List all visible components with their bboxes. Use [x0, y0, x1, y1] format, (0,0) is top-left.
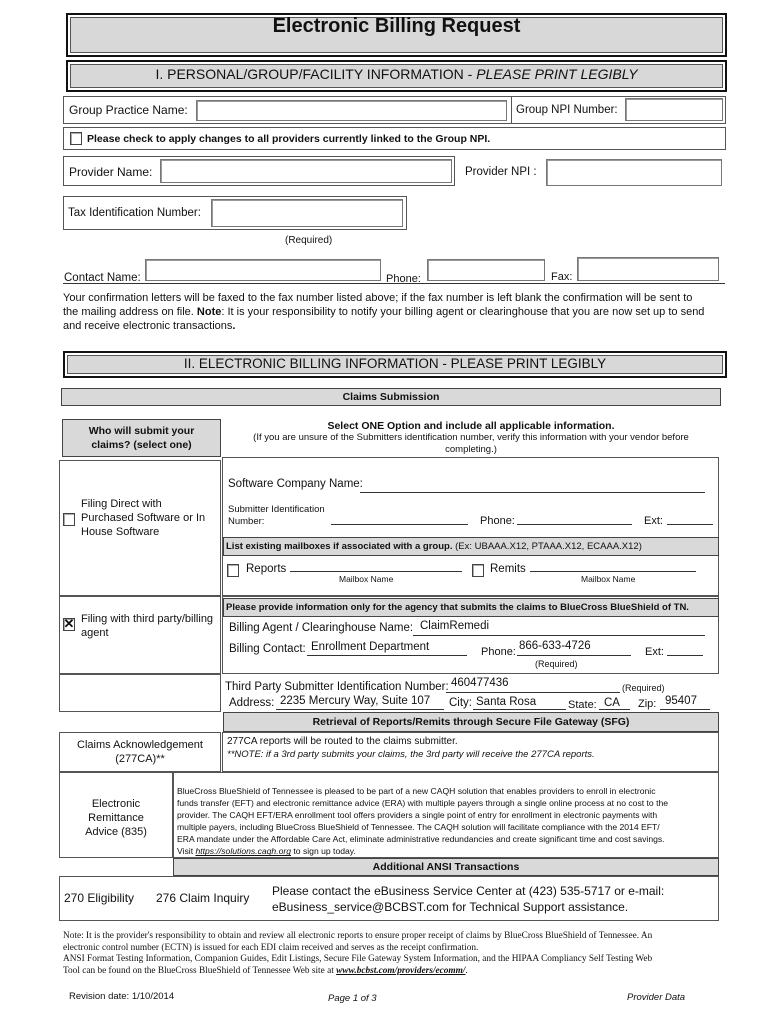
era-paragraph: BlueCross BlueShield of Tennessee is pleased to be part of a new CAQH solution that enables providers to enroll in electronic funds transfer (EFT) and electronic remittance advice (ERA) with multiple payers through a single online process at no cost to the provider. The CAQH EFT/ERA enrollment tool offers providers a single point of entry for enrollment in electronic payments with multiple payers, including BlueCross BlueShield of Tennessee. The CAQH solution will facilitate compliance with the 2014 EFT/ ERA mandate under the Affordable Care Act, eliminate administrative redundancies and create significant time and cost savings. Visit https://solutions.caqh.org to sign up today. [177, 786, 669, 857]
billing-agent-label: Billing Agent / Clearinghouse Name: [229, 622, 414, 634]
billing-phone-value: 866-633-4726 [519, 640, 591, 652]
provider-data-label: Provider Data [627, 992, 686, 1003]
ack-note: **NOTE: if a 3rd party submits your claims, the 3rd party will receive the 277CA reports. [227, 749, 595, 760]
zip-field[interactable] [660, 709, 710, 710]
state-value: CA [604, 697, 620, 709]
reports-mailbox-caption: Mailbox Name [339, 574, 394, 584]
provider-name-label: Provider Name: [69, 165, 153, 179]
section2-title-main: II. ELECTRONIC BILLING INFORMATION - [183, 356, 451, 371]
billing-contact-label: Billing Contact: [229, 643, 306, 655]
page-title: Electronic Billing Request [272, 15, 521, 37]
billing-contact-value: Enrollment Department [311, 641, 430, 653]
contact-fax-label: Fax: [551, 271, 573, 283]
ack-label: Claims Acknowledgement (277CA)** [77, 739, 203, 765]
tax-id-input[interactable] [211, 199, 403, 227]
tp-submitter-required: (Required) [622, 683, 665, 693]
state-field[interactable] [599, 709, 630, 710]
remits-checkbox[interactable] [472, 564, 484, 577]
caqh-link[interactable]: https://solutions.caqh.org [195, 846, 292, 857]
claims-submission-label: Claims Submission [342, 391, 440, 403]
fax-notice [63, 291, 733, 333]
section2-title [63, 356, 727, 371]
inquiry-276: 276 Claim Inquiry [156, 891, 250, 905]
option2-checkbox-mark: ✕ [63, 616, 75, 631]
provider-name-input[interactable] [160, 159, 452, 183]
submitter-id-field[interactable] [331, 524, 468, 525]
ecomm-link[interactable]: www.bcbst.com/providers/ecomm/ [336, 966, 466, 977]
billing-phone-required: (Required) [535, 659, 578, 669]
fax-notice-line2: the mailing address on file. Note: It is your responsibility to notify your billing agent or clearinghouse that you are now set up to send [63, 306, 705, 318]
mailbox-bar-text: List existing mailboxes if associated with a group. (Ex: UBAAA.X12, PTAAA.X12, ECAAA.X12) [226, 541, 642, 552]
tax-id-required: (Required) [285, 235, 333, 246]
reports-mailbox-field[interactable] [290, 571, 462, 572]
group-npi-label: Group NPI Number: [516, 104, 618, 116]
city-value: Santa Rosa [476, 696, 537, 708]
page-number: Page 1 of 3 [328, 993, 377, 1004]
group-npi-input[interactable] [625, 98, 723, 121]
contact-name-label: Contact Name: [64, 272, 141, 284]
address-label: Address: [229, 697, 275, 709]
tp-submitter-field[interactable] [446, 692, 620, 693]
software-company-field[interactable] [360, 492, 705, 493]
revision-date: Revision date: 1/10/2014 [69, 991, 175, 1002]
ack-text: 277CA reports will be routed to the claims submitter. [227, 736, 458, 747]
agency-bar-text: Please provide information only for the agency that submits the claims to BlueCross BlueShield of TN. [226, 602, 689, 613]
select-one-instructions: Select ONE Option and include all applicable information. (If you are unsure of the Submitters identification number, verify this information with your vendor before completing.) [253, 420, 689, 455]
billing-phone-field[interactable] [517, 655, 631, 656]
city-field[interactable] [473, 709, 566, 710]
remits-mailbox-caption: Mailbox Name [581, 574, 636, 584]
row-divider [511, 96, 512, 124]
fax-notice-line3: and receive electronic transactions. [63, 320, 236, 332]
contact-phone-label: Phone: [386, 273, 421, 285]
option1-checkbox[interactable] [63, 513, 75, 526]
footer-note: Note: It is the provider's responsibility to obtain and review all electronic reports to ensure proper receipt of claims by BlueCross BlueShield of Tennessee. An electronic control number (ECTN) is issued for each EDI claim received and serves as the receipt confirmation. ANSI Format Testing Information, Companion Guides, Edit Listings, Secure File Gateway System Information, and the HIPAA Compliancy Self Testing Web Tool can be found on the BlueCross BlueShield of Tennessee Web site at www.bcbst.com/providers/ecomm/. [63, 931, 653, 977]
zip-label: Zip: [638, 698, 657, 710]
fax-notice-line1: Your confirmation letters will be faxed to the fax number listed above; if the fax number is left blank the confirmation will be sent to [63, 292, 693, 304]
address-value: 2235 Mercury Way, Suite 107 [280, 695, 431, 707]
third-party-left-cell [59, 674, 221, 712]
era-label: Electronic Remittance Advice (835) [85, 798, 147, 838]
option1-label: Filing Direct with Purchased Software or In House Software [81, 498, 206, 538]
sfg-bar-text: Retrieval of Reports/Remits through Secure File Gateway (SFG) [312, 716, 630, 728]
state-label: State: [568, 699, 597, 711]
section1-title-main: I. PERSONAL/GROUP/FACILITY INFORMATION - [155, 66, 477, 82]
billing-agent-field[interactable] [413, 635, 705, 636]
group-practice-input[interactable] [196, 100, 507, 121]
billing-agent-value: ClaimRemedi [420, 620, 490, 632]
option1-ext-field[interactable] [667, 524, 713, 525]
software-company-label: Software Company Name: [228, 478, 363, 490]
eligibility-270: 270 Eligibility [64, 891, 135, 905]
apply-changes-checkbox[interactable] [70, 132, 82, 145]
city-label: City: [449, 697, 472, 709]
zip-value: 95407 [665, 695, 697, 707]
provider-npi-label: Provider NPI : [465, 166, 537, 178]
remits-mailbox-field[interactable] [530, 571, 696, 572]
option2-label: Filing with third party/billing agent [81, 613, 214, 639]
ansi-bar-text: Additional ANSI Transactions [372, 861, 520, 873]
section2-title-rest: PLEASE PRINT LEGIBLY [450, 356, 607, 371]
billing-contact-field[interactable] [307, 655, 467, 656]
option1-phone-field[interactable] [517, 524, 632, 525]
submitter-id-label: Submitter Identification Number: [228, 504, 325, 527]
reports-label: Reports [246, 563, 287, 575]
contact-name-input[interactable] [145, 259, 381, 281]
billing-phone-label: Phone: [481, 646, 516, 658]
support-contact: Please contact the eBusiness Service Center at (423) 535-5717 or e-mail: eBusiness_service@BCBST.com for Technical Support assistance. [272, 884, 665, 914]
section1-title [66, 66, 727, 82]
provider-npi-input[interactable] [546, 159, 722, 186]
contact-fax-input[interactable] [577, 257, 719, 281]
tp-submitter-label: Third Party Submitter Identification Number: [225, 681, 449, 693]
section1-title-italic: PLEASE PRINT LEGIBLY [476, 66, 638, 82]
address-field[interactable] [276, 709, 444, 710]
tp-submitter-value: 460477436 [451, 677, 509, 689]
billing-ext-label: Ext: [645, 646, 664, 658]
option1-phone-label: Phone: [480, 515, 515, 527]
who-submits-label: Who will submit your claims? (select one) [88, 425, 195, 451]
option1-ext-label: Ext: [644, 515, 663, 527]
reports-checkbox[interactable] [227, 564, 239, 577]
remits-label: Remits [490, 563, 526, 575]
billing-ext-field[interactable] [667, 655, 703, 656]
apply-changes-label: Please check to apply changes to all providers currently linked to the Group NPI. [87, 133, 491, 145]
tax-id-label: Tax Identification Number: [68, 207, 201, 219]
contact-phone-input[interactable] [427, 259, 545, 281]
group-practice-label: Group Practice Name: [69, 103, 188, 117]
